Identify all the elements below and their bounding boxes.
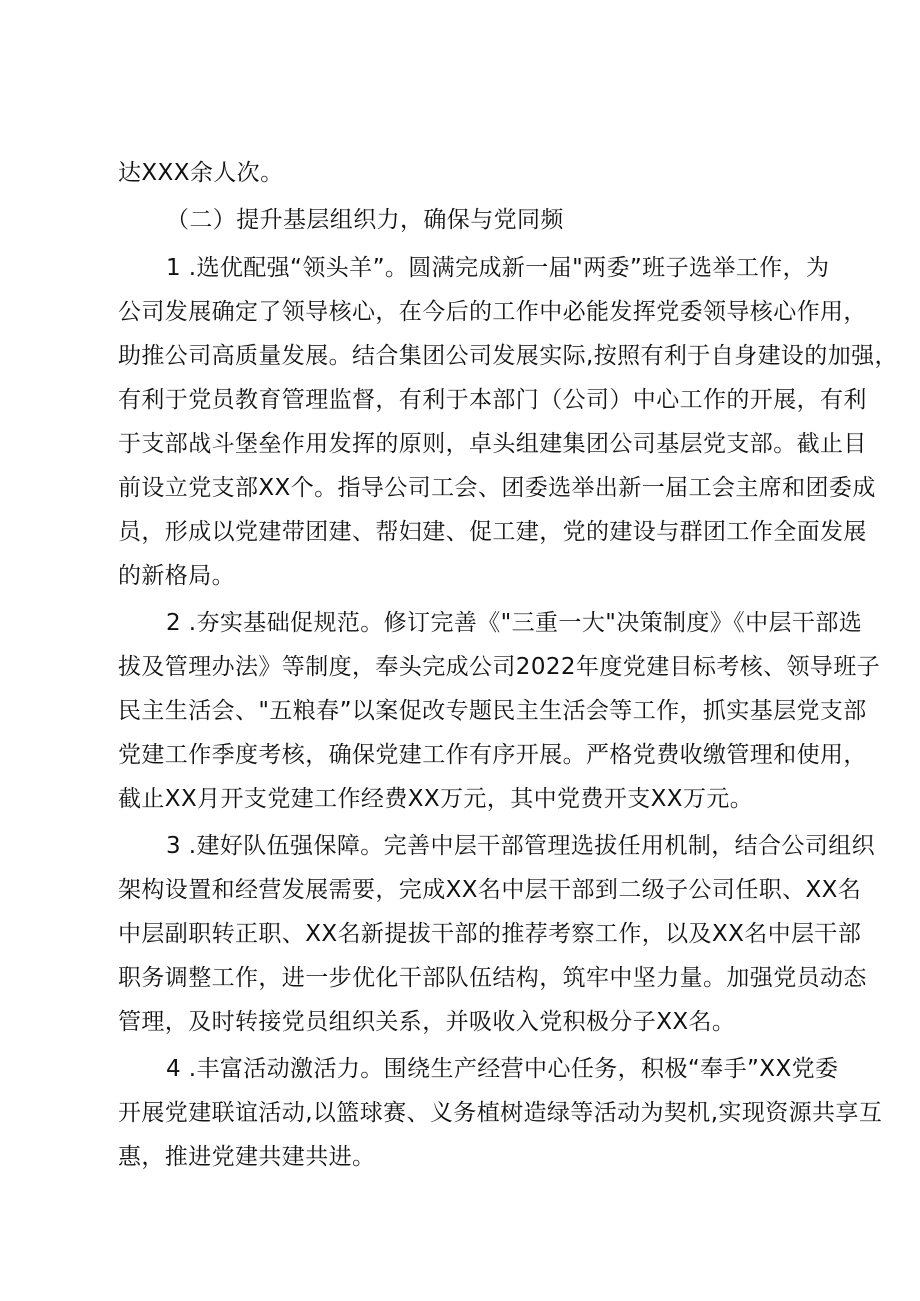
paragraph-line: 达XXX余人次。 [118,160,284,186]
item-1-line: 于支部战斗堡垒作用发挥的原则，卓头组建集团公司基层党支部。截止目 [118,431,867,457]
item-1-line: 有利于党员教育管理监督，有利于本部门（公司）中心工作的开展，有利 [118,387,867,413]
item-4-line: 4 .丰富活动激活力。围绕生产经营中心任务，积极“奉手”XX党委 [166,1056,839,1082]
item-2-line: 党建工作季度考核，确保党建工作有序开展。严格党费收缴管理和使用， [118,742,867,768]
item-1-line: 助推公司高质量发展。结合集团公司发展实际,按照有利于自身建设的加强， [118,343,898,369]
item-2-line: 2 .夯实基础促规范。修订完善《"三重一大"决策制度》《中层干部选 [166,610,863,636]
item-3-line: 中层副职转正职、XX名新提拔干部的推荐考察工作，以及XX名中层干部 [118,921,862,947]
item-2-line: 民主生活会、"五粮春”以案促改专题民主生活会等工作，抓实基层党支部 [118,698,867,724]
item-2-line: 截止XX月开支党建工作经费XX万元，其中党费开支XX万元。 [118,786,754,812]
item-2-line: 拔及管理办法》等制度，奉头完成公司2022年度党建目标考核、领导班子 [118,654,881,680]
section-heading: （二）提升基层组织力，确保与党同频 [166,207,564,233]
item-1-line: 前设立党支部XX个。指导公司工会、团委选举出新一届工会主席和团委成 [118,475,876,501]
item-1-line: 员，形成以党建带团建、帮妇建、促工建，党的建设与群团工作全面发展 [118,519,867,545]
item-4-line: 惠，推进党建共建共进。 [118,1144,376,1170]
item-3-line: 3 .建好队伍强保障。完善中层干部管理选拔任用机制，结合公司组织 [166,833,876,859]
item-3-line: 职务调整工作，进一步优化干部队伍结构，筑牢中坚力量。加强党员动态 [118,965,867,991]
item-3-line: 架构设置和经营发展需要，完成XX名中层干部到二级子公司任职、XX名 [118,877,862,903]
item-1-line: 公司发展确定了领导核心，在今后的工作中必能发挥党委领导核心作用， [118,299,867,325]
item-1-line: 1 .选优配强“领头羊”。圆满完成新一届"两委”班子选举工作，为 [166,255,830,281]
item-4-line: 开展党建联谊活动,以篮球赛、义务植树造绿等活动为契机,实现资源共享互 [118,1100,883,1126]
item-3-line: 管理，及时转接党员组织关系，并吸收入党积极分子XX名。 [118,1009,736,1035]
item-1-line: 的新格局。 [118,563,235,589]
